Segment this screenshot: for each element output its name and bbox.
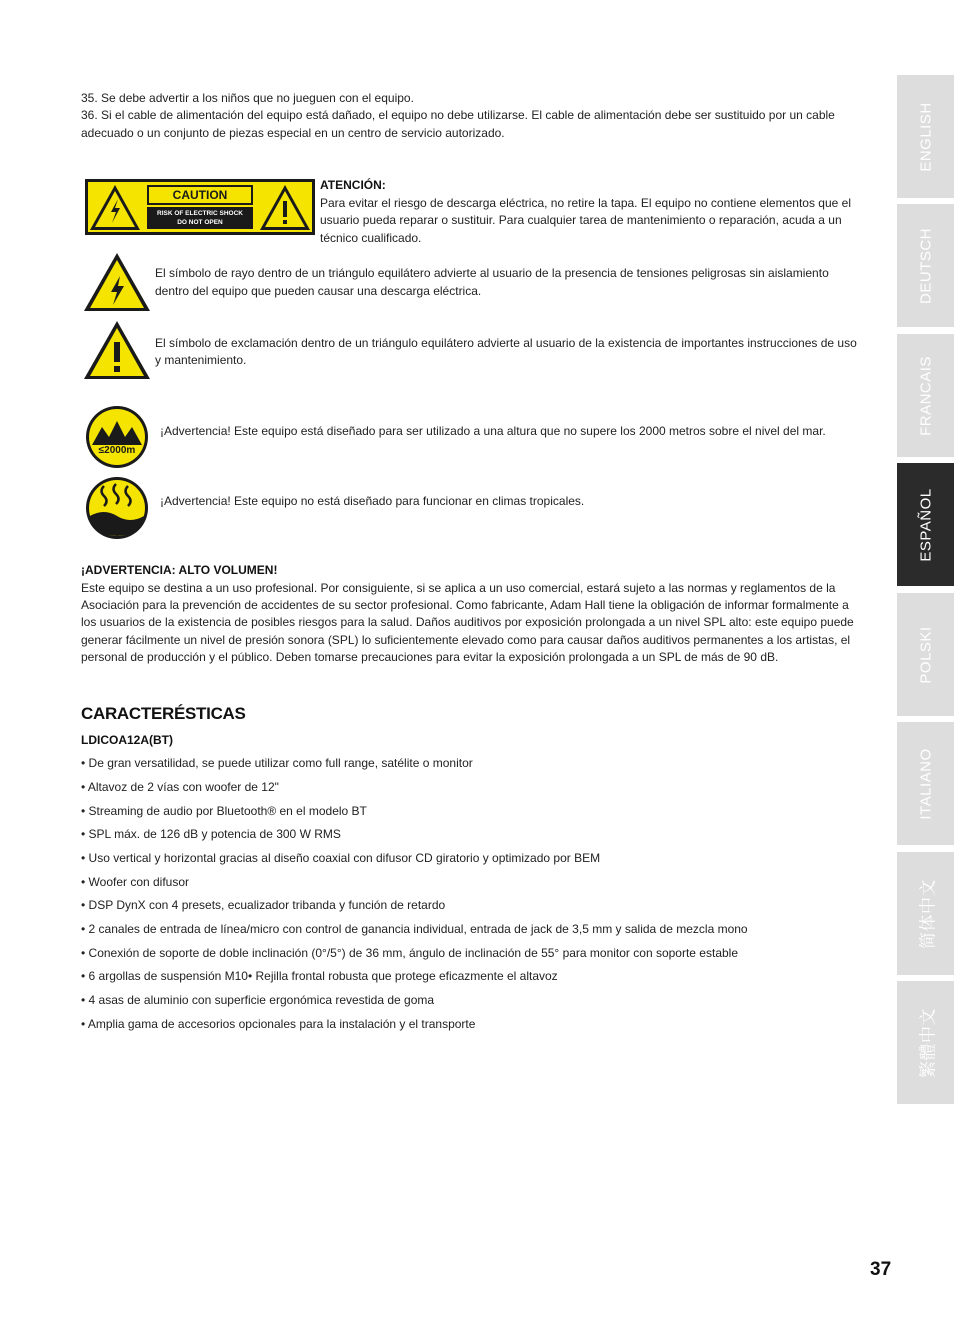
caution-line1: RISK OF ELECTRIC SHOCK [157,210,243,217]
tab-italiano[interactable] [897,722,954,845]
volume-title: ¡ADVERTENCIA: ALTO VOLUMEN! [81,563,278,577]
feature-item: • 6 argollas de suspensión M10• Rejilla frontal robusta que protege eficazmente el altavoz [81,969,558,983]
altitude-warning-icon [84,405,150,469]
altitude-text: ¡Advertencia! Este equipo está diseñado para ser utilizado a una altura que no supere los 2000 metros sobre el nivel del mar. [160,424,826,438]
tab-english-label: ENGLISH [917,101,934,172]
tropical-text: ¡Advertencia! Este equipo no está diseñado para funcionar en climas tropicales. [160,494,585,508]
atencion-line1: Para evitar el riesgo de descarga eléctrica, no retire la tapa. El equipo no contiene elementos que el [320,196,851,210]
feature-item: • DSP DynX con 4 presets, ecualizador tribanda y función de retardo [81,898,446,912]
tab-traditional-chinese-label: 繁體中文 [918,1007,937,1078]
lightning-warning-icon [83,252,151,312]
atencion-title: ATENCIÓN: [320,178,386,192]
tropical-warning-icon [84,476,150,540]
feature-item: • Woofer con difusor [81,875,190,889]
volume-line: Este equipo se destina a un uso profesional. Por consiguiente, si se aplica a un uso comercial, estará sujeto a las normas y reglamentos de la [81,581,836,595]
feature-item: • Conexión de soporte de doble inclinación (0°/5°) de 36 mm, ángulo de inclinación de 55° para monitor con soporte estable [81,946,738,960]
volume-line: Asociación para la prevención de accidentes de su sector profesional. Como fabricante, Adam Hall tiene la obligación de informar formalmente a [81,598,849,612]
tab-polski-label: POLSKI [917,625,934,684]
lightning-line1: El símbolo de rayo dentro de un triángulo equilátero advierte al usuario de la presencia de tensiones peligrosas sin aislamiento [155,266,829,280]
atencion-line2: usuario pueda reparar o sustituir. Para cualquier tarea de mantenimiento o reparación, acuda a un [320,213,842,227]
feature-item: • Streaming de audio por Bluetooth® en el modelo BT [81,804,367,818]
exclamation-line2: y mantenimiento. [155,353,247,367]
caution-sign-icon [85,179,315,235]
feature-item: • Altavoz de 2 vías con woofer de 12" [81,780,279,794]
feature-item: • SPL máx. de 126 dB y potencia de 300 W RMS [81,827,341,841]
tab-francais[interactable] [897,334,954,457]
tab-francais-label: FRANCAIS [917,355,934,436]
features-heading: CARACTERÉSTICAS [81,704,246,723]
intro-line-36: 36. Si el cable de alimentación del equipo está dañado, el equipo no debe utilizarse. El cable de alimentación debe ser sustituido por un cable [81,108,835,122]
intro-line-35: 35. Se debe advertir a los niños que no jueguen con el equipo. [81,91,414,105]
tab-english[interactable] [897,75,954,198]
feature-item: • De gran versatilidad, se puede utilizar como full range, satélite o monitor [81,756,473,770]
tab-polski[interactable] [897,593,954,716]
volume-line: personal de producción y el público. Deben tomarse precauciones para evitar la exposición prolongada a un SPL de más de 90 dB. [81,650,779,664]
volume-line: generar fácilmente un nivel de presión sonora (SPL) lo suficientemente elevado como para causar daños auditivos permanentes a los artistas, el [81,633,851,647]
lightning-line2: dentro del equipo que pueden causar una descarga eléctrica. [155,284,482,298]
tab-traditional-chinese[interactable] [897,981,954,1104]
model-name: LDICOA12A(BT) [81,733,173,747]
feature-item: • 4 asas de aluminio con superficie ergonómica revestida de goma [81,993,435,1007]
tab-deutsch-label: DEUTSCH [917,227,934,304]
tab-espanol[interactable] [897,463,954,586]
page-number: 37 [870,1259,892,1280]
tab-italiano-label: ITALIANO [917,747,934,820]
tab-simplified-chinese[interactable] [897,852,954,975]
tab-espanol-label: ESPAÑOL [917,487,934,562]
volume-line: los usuarios de la existencia de posibles riesgos para la salud. Daños auditivos por exposición prolongada a un nivel SPL alto: este equipo puede [81,615,854,629]
tab-simplified-chinese-label: 简体中文 [918,878,937,949]
feature-item: • 2 canales de entrada de línea/micro con control de ganancia individual, entrada de jack de 3,5 mm y salida de mezcla mono [81,922,748,936]
caution-line2: DO NOT OPEN [177,219,223,226]
atencion-line3: técnico cualificado. [320,231,422,245]
altitude-icon-label: ≤2000m [98,445,136,456]
caution-title: CAUTION [172,188,228,202]
exclamation-warning-icon [83,320,151,380]
tab-deutsch[interactable] [897,204,954,327]
exclamation-line1: El símbolo de exclamación dentro de un triángulo equilátero advierte al usuario de la existencia de importantes instrucciones de uso [155,336,857,350]
feature-item: • Uso vertical y horizontal gracias al diseño coaxial con difusor CD giratorio y optimizado por BEM [81,851,601,865]
feature-item: • Amplia gama de accesorios opcionales para la instalación y el transporte [81,1017,476,1031]
intro-line-36-cont: adecuado o un conjunto de piezas especial en un centro de servicio autorizado. [81,126,505,140]
